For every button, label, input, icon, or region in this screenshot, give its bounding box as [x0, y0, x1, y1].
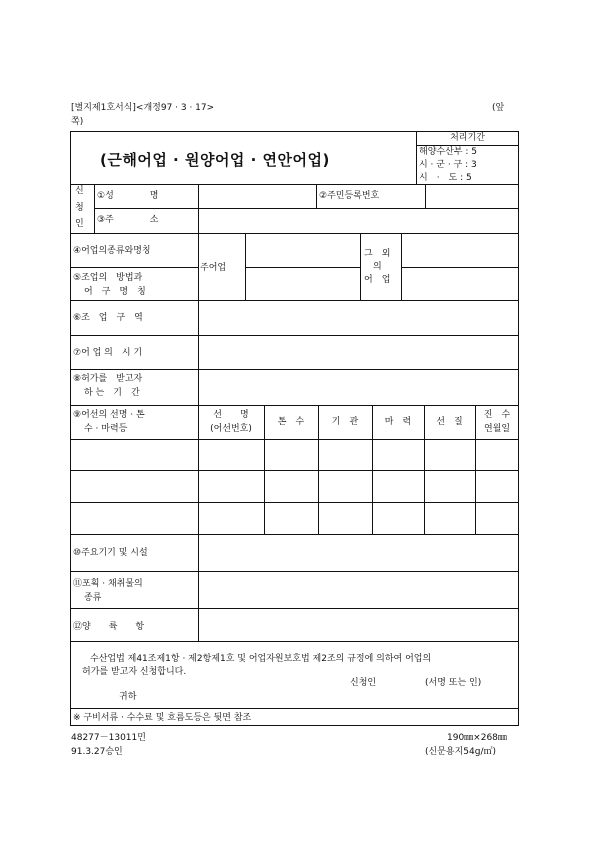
vessel-row-2[interactable]: [72, 472, 517, 500]
col-engine: 기 관: [331, 417, 359, 427]
vessel-label-cont: 수 · 마력등: [84, 424, 128, 434]
equipment-field[interactable]: [200, 536, 517, 569]
divider: [70, 300, 519, 301]
equipment-label: ⑩주요기기 및 시설: [73, 548, 148, 558]
season-label: ⑦어 업 의 시 기: [73, 348, 143, 358]
front-side-label-cont: 쪽): [71, 117, 84, 127]
col-horsepower: 마 력: [384, 417, 412, 427]
divider: [245, 267, 360, 268]
paper-spec: (신문용지54g/㎡): [425, 747, 496, 757]
main-fishery-type-field[interactable]: [247, 235, 358, 265]
col-hull-material: 선 질: [436, 417, 463, 427]
divider: [94, 208, 519, 209]
divider: [245, 233, 246, 300]
attachment-note: ※ 구비서류 · 수수료 및 흐름도등은 뒷면 참조: [73, 713, 252, 723]
addressee-label: 귀하: [119, 692, 137, 702]
season-field[interactable]: [200, 337, 517, 367]
form-code: 48277－13011민: [71, 733, 146, 743]
col-launch-date: 진 수: [483, 410, 511, 420]
paper-size: 190㎜×268㎜: [447, 733, 507, 743]
signature-placeholder[interactable]: (서명 또는 인): [425, 678, 482, 688]
main-fishery-label: 주어업: [200, 263, 227, 273]
catch-label: ⑪포획 · 채취물의: [73, 579, 143, 589]
zone-label: ⑥조 업 구 역: [73, 313, 143, 323]
period-label-cont: 하 는 기 간: [84, 388, 140, 398]
divider: [401, 267, 519, 268]
divider: [70, 608, 519, 609]
divider: [70, 405, 519, 406]
other-fishery-label: 그 외: [364, 249, 391, 259]
name-field[interactable]: [200, 186, 314, 206]
resident-number-field[interactable]: [427, 186, 517, 206]
col-vessel-number: (어선번호): [210, 424, 252, 434]
vessel-label: ⑨어선의 선명 · 톤: [73, 410, 145, 420]
form-reference: [별지제1호서식]<개정97 · 3 · 17>: [71, 103, 215, 113]
period-label: ⑧허가를 받고자: [73, 374, 143, 384]
catch-field[interactable]: [200, 573, 517, 606]
divider: [70, 708, 519, 709]
divider: [94, 184, 95, 233]
main-fishery-method-field[interactable]: [247, 269, 358, 298]
divider: [70, 502, 519, 503]
applicant-group-char-1: 신: [75, 186, 84, 196]
name-label: ①성 명: [97, 191, 159, 201]
vessel-row-3[interactable]: [72, 504, 517, 532]
form-title: (근해어업 · 원양어업 · 연안어업): [100, 151, 330, 169]
divider: [360, 233, 361, 300]
divider: [70, 439, 519, 440]
divider: [70, 267, 198, 268]
statement-text-cont: 허가를 받고자 신청합니다.: [82, 667, 187, 677]
fishery-type-label: ④어업의종류와명칭: [73, 246, 151, 256]
processing-period-label: 처리기간: [450, 133, 485, 143]
col-vessel-name: 선 명: [213, 410, 249, 420]
divider: [401, 233, 402, 300]
divider: [70, 184, 519, 185]
applicant-signature-label: 신청인: [350, 678, 377, 688]
other-fishery-type-field[interactable]: [403, 235, 517, 265]
divider: [70, 470, 519, 471]
resident-number-label: ②주민등록번호: [319, 191, 380, 201]
vessel-row-1[interactable]: [72, 441, 517, 468]
applicant-group-char-3: 인: [75, 219, 84, 229]
divider: [70, 534, 519, 535]
port-field[interactable]: [200, 610, 517, 639]
other-fishery-method-field[interactable]: [403, 269, 517, 298]
divider: [425, 184, 426, 208]
divider: [70, 233, 519, 234]
divider: [70, 641, 519, 642]
divider: [70, 369, 519, 370]
method-label: ⑤조업의 방법과: [73, 273, 143, 283]
period-field[interactable]: [200, 371, 517, 403]
col-tonnage: 톤 수: [277, 417, 305, 427]
catch-label-cont: 종류: [84, 593, 102, 603]
zone-field[interactable]: [200, 302, 517, 333]
applicant-group-char-2: 청: [75, 203, 84, 213]
divider: [316, 184, 317, 208]
method-label-cont: 어 구 명 칭: [84, 287, 146, 297]
address-label: ③주 소: [97, 215, 159, 225]
processing-ministry: 해양수산부 : 5: [419, 147, 477, 157]
divider: [70, 571, 519, 572]
processing-province: 시 · 도 : 5: [419, 173, 472, 183]
other-fishery-label-cont-2: 어 업: [364, 275, 391, 285]
divider: [416, 145, 519, 146]
other-fishery-label-cont: 의: [373, 262, 382, 272]
port-label: ⑫양 륙 항: [73, 622, 145, 632]
address-field[interactable]: [200, 210, 517, 231]
divider: [70, 335, 519, 336]
approval-date: 91.3.27승인: [71, 747, 123, 757]
col-launch-date-cont: 연월일: [483, 424, 511, 434]
processing-county: 시 · 군 · 구 : 3: [419, 160, 477, 170]
statement-text: 수산업법 제41조제1항 · 제2항제1호 및 어업자원보호법 제2조의 규정에 의하여 어업의: [90, 654, 432, 664]
front-side-label: (앞: [492, 103, 505, 113]
